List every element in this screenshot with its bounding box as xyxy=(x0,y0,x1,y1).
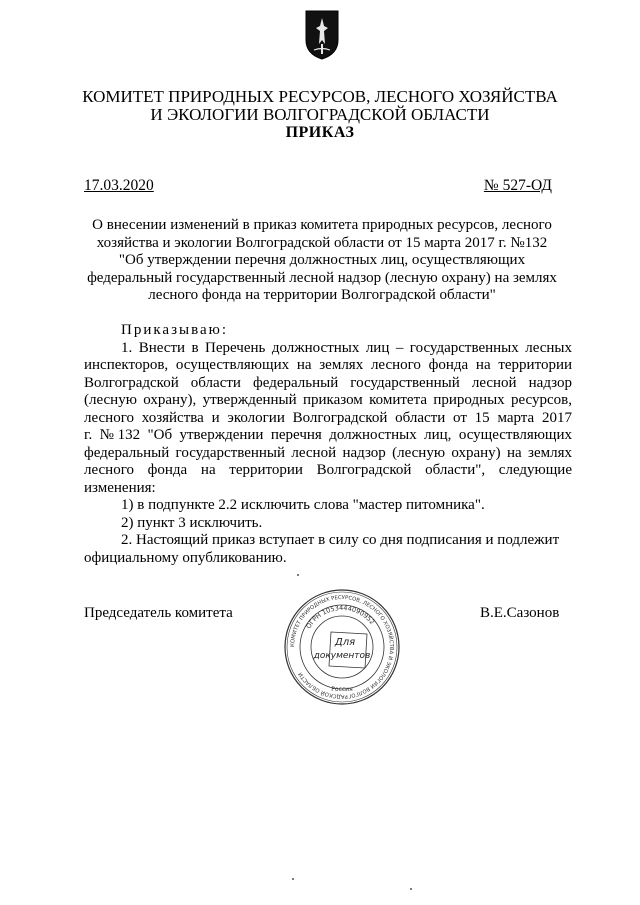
paragraph1-line: изменения: xyxy=(84,479,156,496)
document-type-title: ПРИКАЗ xyxy=(285,124,355,141)
committee-name-line1: КОМИТЕТ ПРИРОДНЫХ РЕСУРСОВ, ЛЕСНОГО ХОЗЯЙСТВА xyxy=(82,87,558,106)
order-word: Приказываю: xyxy=(121,322,228,338)
committee-name-line2: И ЭКОЛОГИИ ВОЛГОГРАДСКОЙ ОБЛАСТИ xyxy=(150,105,490,124)
order-body xyxy=(84,322,572,567)
paragraph1-line: инспекторов, осуществляющих на землях лесного фонда на территории xyxy=(84,357,572,373)
change-item2: 2) пункт 3 исключить. xyxy=(121,514,263,531)
paragraph1-line: лесного фонда на территории Волгоградской области", следующие xyxy=(84,462,572,478)
subject-line: "Об утверждении перечня должностных лиц, осуществляющих xyxy=(118,252,526,268)
order-date: 17.03.2020 xyxy=(84,177,154,194)
subject-line: федеральный государственный лесной надзор (лесную охрану) на землях xyxy=(87,269,557,286)
paragraph1-line: г. №132 "Об утверждении перечня должностных лиц, осуществляющих xyxy=(84,427,572,443)
paragraph1-line: федеральный государственный лесной надзор (лесную охрану) на землях xyxy=(84,444,572,461)
scan-speck xyxy=(292,878,294,880)
scan-speck xyxy=(410,888,412,890)
official-seal xyxy=(283,588,401,706)
subject-line: хозяйства и экологии Волгоградской области от 15 марта 2017 г. №132 xyxy=(96,234,548,251)
order-subject xyxy=(80,217,564,305)
paragraph2-line1: 2. Настоящий приказ вступает в силу со дня подписания и подлежит xyxy=(121,532,560,548)
signatory-name: В.Е.Сазонов xyxy=(480,605,560,621)
seal-inner-text: ОГРН 1053444090952 xyxy=(304,603,377,631)
coat-of-arms-emblem xyxy=(305,10,339,60)
seal-center-line1: Для xyxy=(334,637,356,648)
order-number: № 527-ОД xyxy=(483,177,552,194)
signatory-position: Председатель комитета xyxy=(84,605,233,621)
scan-speck xyxy=(297,574,299,576)
seal-center-line2: документов xyxy=(313,651,371,661)
seal-bottom-text: Россия xyxy=(331,686,353,693)
subject-line: О внесении изменений в приказ комитета природных ресурсов, лесного xyxy=(92,217,552,233)
change-item1: 1) в подпункте 2.2 исключить слова "мастер питомника". xyxy=(121,497,485,513)
subject-line: лесного фонда на территории Волгоградской области" xyxy=(148,287,496,303)
paragraph2-line2: официальному опубликованию. xyxy=(84,549,287,566)
paragraph1-line: лесного хозяйства и экологии Волгоградской области от 15 марта 2017 xyxy=(84,409,572,426)
paragraph1-line: 1. Внести в Перечень должностных лиц – государственных лесных xyxy=(121,339,572,356)
paragraph1-line: (лесную охрану), утвержденный приказом комитета природных ресурсов, xyxy=(84,392,572,408)
seal-ring-text: КОМИТЕТ ПРИРОДНЫХ РЕСУРСОВ, ЛЕСНОГО ХОЗЯЙСТВА И ЭКОЛОГИИ ВОЛГОГРАДСКОЙ ОБЛАСТИ xyxy=(289,594,395,700)
paragraph1-line: Волгоградской области федеральный государственный лесной надзор xyxy=(84,374,572,391)
